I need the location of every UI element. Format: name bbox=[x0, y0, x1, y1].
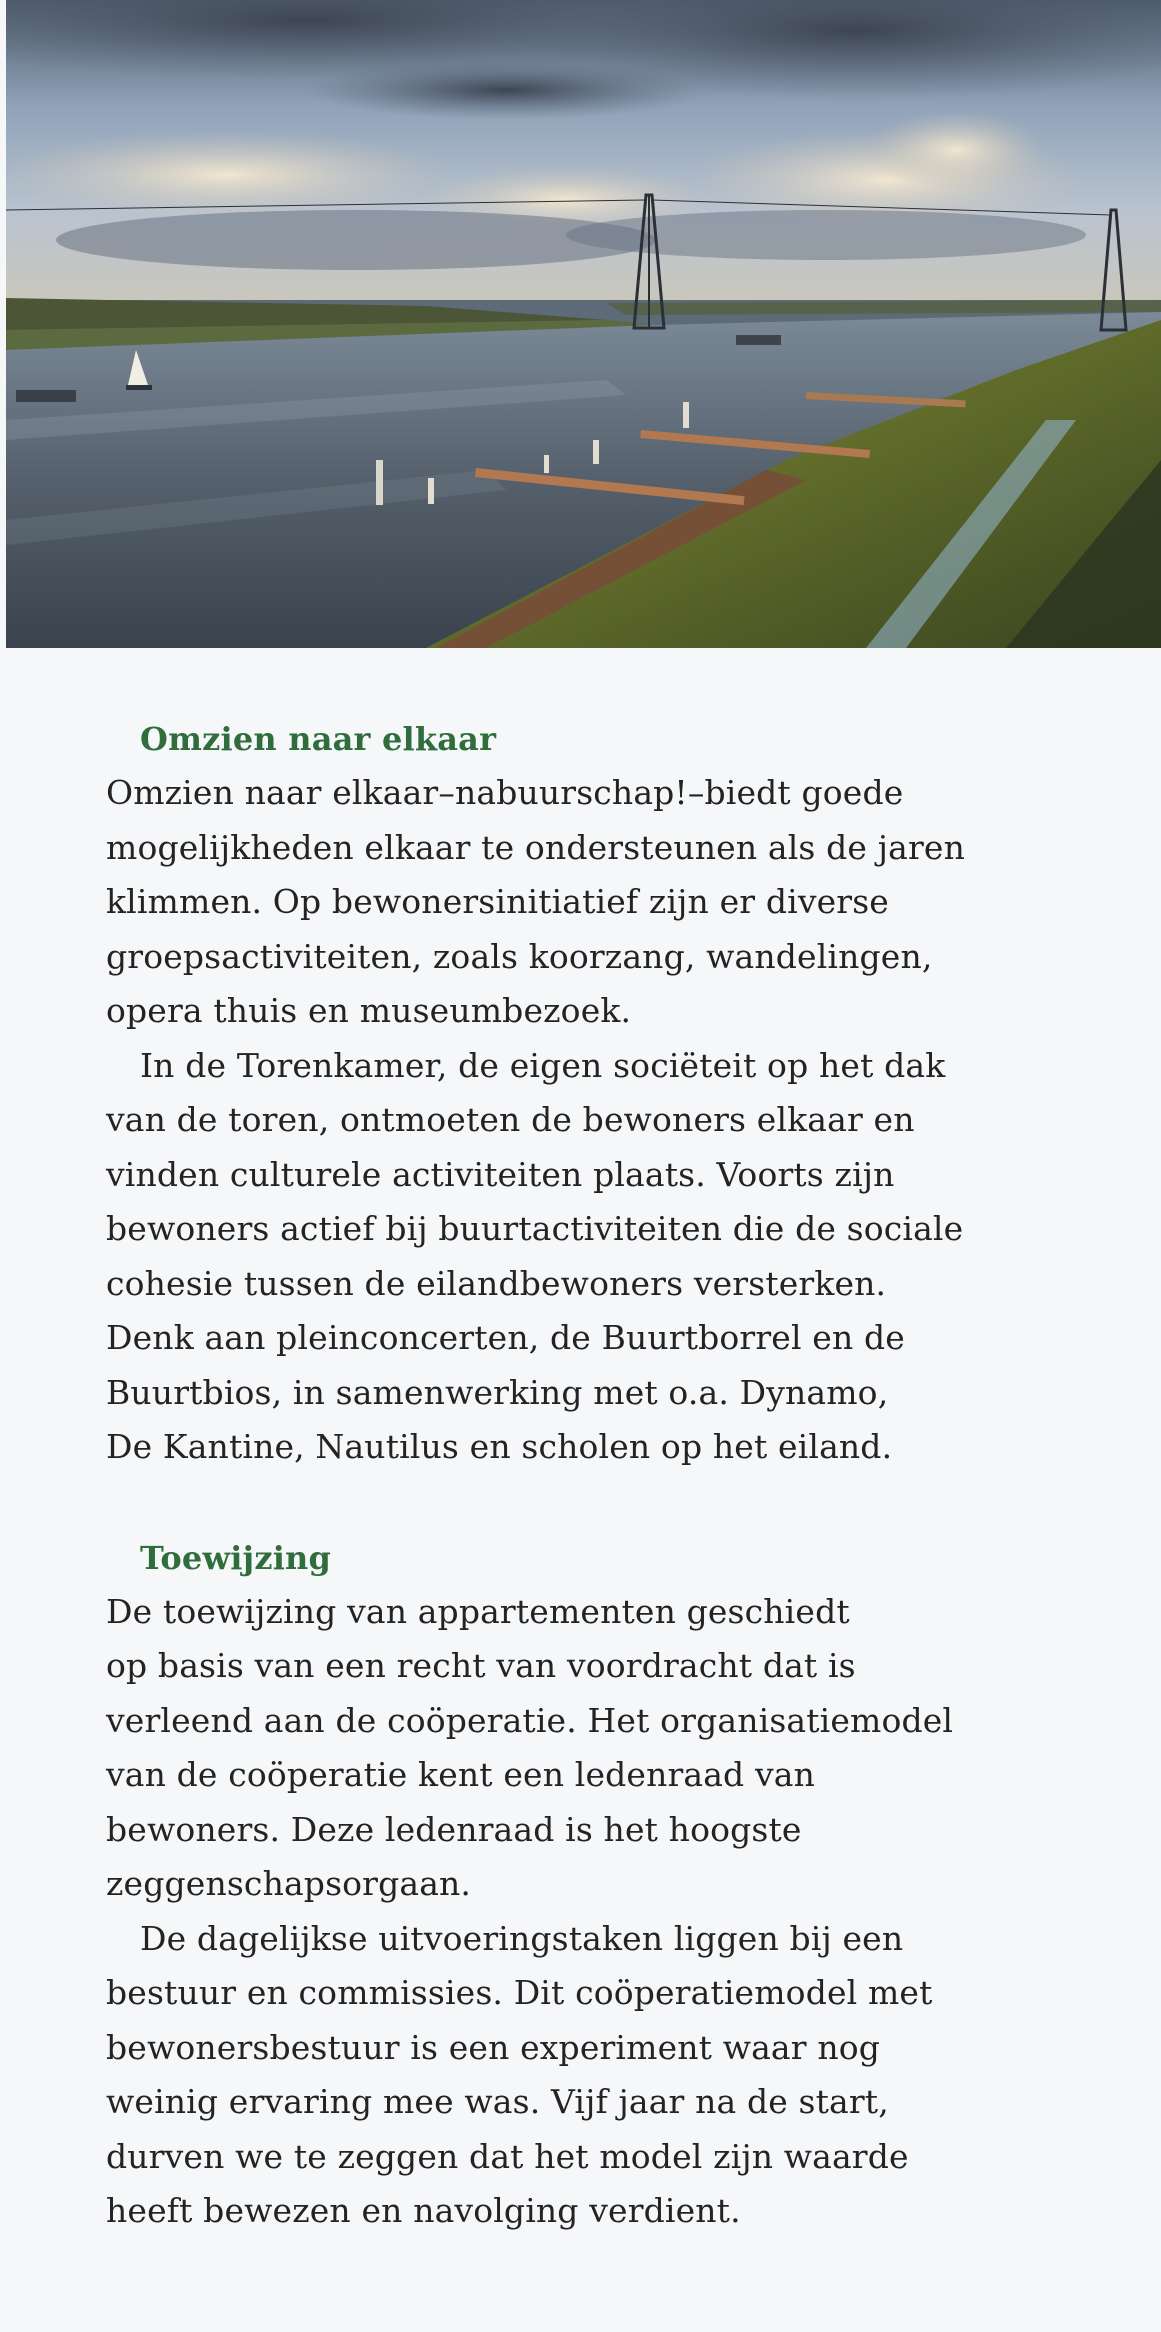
text-line: bewoners actief bij buurtactiviteiten die de sociale bbox=[106, 1209, 964, 1248]
text-line: bewoners. Deze ledenraad is het hoogste bbox=[106, 1809, 802, 1849]
text-line: Buurtbios, in samenwerking met o.a. Dynamo, bbox=[106, 1372, 889, 1412]
text-line: De Kantine, Nautilus en scholen op het eiland. bbox=[106, 1427, 893, 1466]
text-line: De toewijzing van appartementen geschiedt bbox=[106, 1591, 850, 1631]
text-line: De dagelijkse uitvoeringstaken liggen bij een bbox=[140, 1918, 904, 1958]
section-spacer bbox=[106, 1475, 1066, 1531]
landscape-photo-drawing bbox=[6, 0, 1161, 648]
paragraph bbox=[106, 766, 1066, 1039]
text-line: mogelijkheden elkaar te ondersteunen als de jaren bbox=[106, 827, 965, 867]
text-line: Omzien naar elkaar–nabuurschap!–biedt goede bbox=[106, 773, 904, 812]
text-line: Denk aan pleinconcerten, de Buurtborrel en de bbox=[106, 1318, 905, 1357]
text-line: weinig ervaring mee was. Vijf jaar na de start, bbox=[106, 2082, 889, 2121]
article-body bbox=[106, 712, 1066, 2239]
section-heading-toewijzing: Toewijzing bbox=[140, 1538, 332, 1577]
text-line: cohesie tussen de eilandbewoners versterken. bbox=[106, 1263, 887, 1303]
section-heading-omzien: Omzien naar elkaar bbox=[140, 720, 497, 758]
text-line: van de coöperatie kent een ledenraad van bbox=[106, 1755, 815, 1794]
text-line: op basis van een recht van voordracht dat is bbox=[106, 1646, 856, 1685]
text-line: vinden culturele activiteiten plaats. Voorts zijn bbox=[106, 1154, 895, 1194]
text-line: groepsactiviteiten, zoals koorzang, wandelingen, bbox=[106, 936, 933, 976]
text-line: verleend aan de coöperatie. Het organisatiemodel bbox=[106, 1700, 954, 1740]
text-line: bewonersbestuur is een experiment waar nog bbox=[106, 2027, 881, 2067]
text-line: heeft bewezen en navolging verdient. bbox=[106, 2191, 741, 2230]
text-line: klimmen. Op bewonersinitiatief zijn er diverse bbox=[106, 882, 889, 921]
landscape-photo bbox=[6, 0, 1161, 648]
text-line: opera thuis en museumbezoek. bbox=[106, 991, 632, 1030]
text-line: van de toren, ontmoeten de bewoners elkaar en bbox=[106, 1100, 915, 1139]
text-line: bestuur en commissies. Dit coöperatiemodel met bbox=[106, 1973, 933, 2012]
paragraph bbox=[106, 1039, 1066, 1475]
text-line: In de Torenkamer, de eigen sociëteit op het dak bbox=[140, 1045, 946, 1085]
paragraph bbox=[106, 1912, 1066, 2239]
paragraph bbox=[106, 1585, 1066, 1912]
text-line: durven we te zeggen dat het model zijn waarde bbox=[106, 2136, 909, 2176]
text-line: zeggenschapsorgaan. bbox=[106, 1864, 472, 1903]
